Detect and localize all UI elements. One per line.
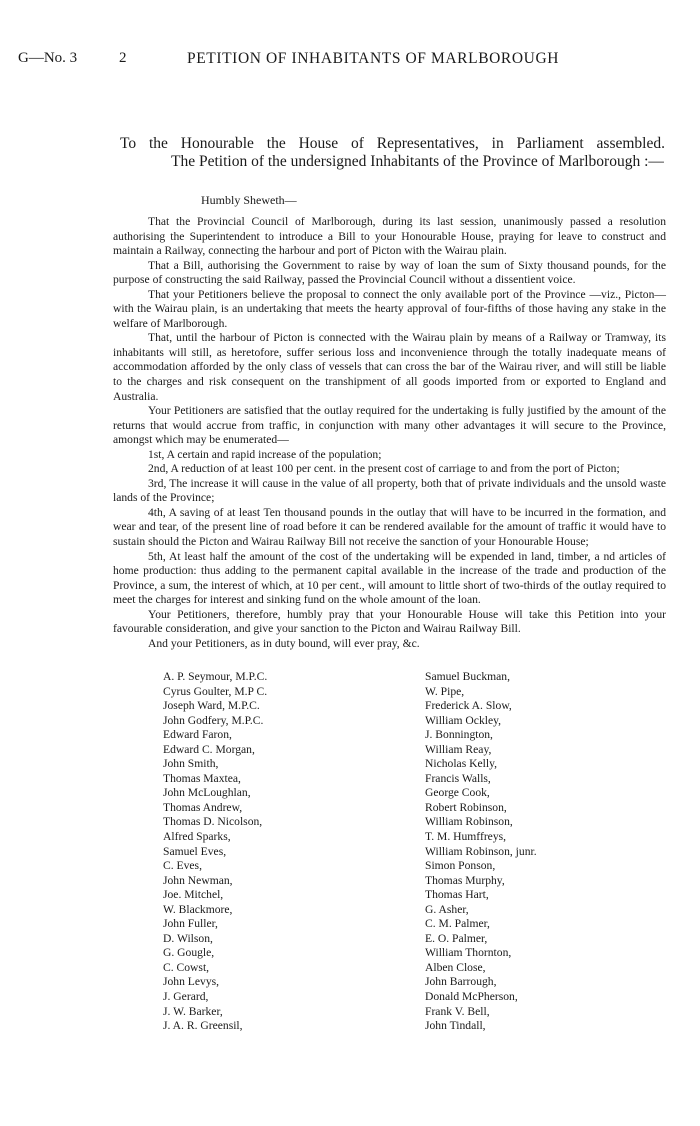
signatory-name: John Godfery, M.P.C.	[163, 713, 264, 727]
signatory-name: Robert Robinson,	[425, 800, 507, 814]
signatory-name: William Reay,	[425, 742, 492, 756]
signatory-name: W. Blackmore,	[163, 902, 233, 916]
signatory-name: Cyrus Goulter, M.P C.	[163, 684, 268, 698]
signatory-name: A. P. Seymour, M.P.C.	[163, 670, 268, 683]
signatory-name: John McLoughlan,	[163, 786, 251, 800]
enumerated-item: 1st, A certain and rapid increase of the population;	[148, 447, 382, 461]
signatory-name: C. Cowst,	[163, 960, 210, 974]
signatory-name: Thomas Hart,	[425, 888, 489, 902]
signatory-name: G. Gougle,	[163, 946, 215, 960]
signatory-name: T. M. Humffreys,	[425, 830, 507, 844]
petition-body	[113, 215, 666, 651]
signatory-name: George Cook,	[425, 786, 490, 800]
signatory-name: John Barrough,	[425, 975, 497, 989]
signatory-name: J. A. R. Greensil,	[163, 1019, 243, 1033]
page-number: 2	[119, 50, 127, 66]
signatory-name: William Ockley,	[425, 713, 502, 727]
closing-line: And your Petitioners, as in duty bound, will ever pray, &c.	[148, 636, 420, 650]
running-title: PETITION OF INHABITANTS OF MARLBOROUGH	[187, 50, 560, 67]
enumerated-item: 5th, At least half the amount of the cost of the undertaking will be expended in land, timber, a nd articles of home production: thus adding to the permanent capital available in the increase of the trade and production of the Province, a sum, the interest of which, at 10 per cent., will amount to little short of two-thirds of the outlay required to meet the charges for interest and sinking fund on the whole amount of the loan.	[113, 549, 666, 607]
signatory-name: J. Bonnington,	[425, 728, 493, 742]
signatory-name: William Thornton,	[425, 946, 512, 960]
signatories-right-column	[425, 670, 537, 1034]
signatory-name: Donald McPherson,	[425, 990, 518, 1004]
signatory-name: Joe. Mitchel,	[163, 888, 224, 902]
signatory-name: Thomas Andrew,	[163, 800, 243, 814]
enumerated-item: 3rd, The increase it will cause in the value of all property, both that of private individuals and the unsold waste lands of the Province;	[113, 476, 666, 505]
enumerated-item: 4th, A saving of at least Ten thousand pounds in the outlay that will have to be incurred in the formation, and wear and tear, of the present line of road before it can be rendered available for the amount of traffic it would have to sustain should the Picton and Wairau Railway Bill not receive the sanction of your Honourable House;	[113, 505, 666, 549]
document-reference: G—No. 3	[18, 50, 78, 66]
signatory-name: W. Pipe,	[425, 684, 465, 698]
signatory-name: John Newman,	[163, 873, 233, 887]
signatory-name: William Robinson, junr.	[425, 844, 537, 858]
prayer-paragraph: Your Petitioners, therefore, humbly pray that your Honourable House will take this Petition into your favourable consideration, and give your sanction to the Picton and Wairau Railway Bill.	[113, 607, 666, 636]
paragraph: Your Petitioners are satisfied that the outlay required for the undertaking is fully justified by the amount of the returns that would accrue from traffic, in conjunction with many other advantages it will secure to the Province, amongst which may be enumerated—	[113, 404, 666, 447]
signatory-name: J. Gerard,	[163, 990, 209, 1004]
paragraph: That the Provincial Council of Marlborough, during its last session, unanimously passed a resolution authorising the Superintendent to introduce a Bill to your Honourable House, praying for leave to construct and maintain a Railway, connecting the harbour and port of Picton with the Wairau plain.	[113, 215, 666, 258]
signatory-name: J. W. Barker,	[163, 1004, 223, 1018]
petition-address	[120, 135, 665, 171]
paragraph: That, until the harbour of Picton is connected with the Wairau plain by means of a Railway or Tramway, its inhabitants will still, as heretofore, suffer serious loss and inconvenience through the totally inadequate means of accommodation afforded by the only class of vessels that can cross the bar of the Wairau river, and will still be liable to the charges and risk consequent on the transhipment of all goods imported from or exported to England and Australia.	[113, 331, 666, 403]
signatory-name: Francis Walls,	[425, 771, 491, 785]
signatory-name: Frank V. Bell,	[425, 1004, 490, 1018]
signatory-name: Thomas D. Nicolson,	[163, 815, 263, 829]
signatory-name: Samuel Buckman,	[425, 670, 511, 683]
signatory-name: Alben Close,	[425, 960, 486, 974]
paragraph: That a Bill, authorising the Government to raise by way of loan the sum of Sixty thousand pounds, for the purpose of constructing the said Railway, passed the Provincial Council without a dissentient voice.	[113, 258, 666, 287]
signatory-name: Nicholas Kelly,	[425, 757, 498, 771]
page-header	[18, 50, 682, 72]
signatory-name: E. O. Palmer,	[425, 931, 488, 945]
enumerated-item: 2nd, A reduction of at least 100 per cent. in the present cost of carriage to and from the port of Picton;	[148, 462, 620, 476]
paragraph: That your Petitioners believe the proposal to connect the only available port of the Province —viz., Picton—with the Wairau plain, is an undertaking that meets the hearty approval of four-fifths of those having any stake in the welfare of Marlborough.	[113, 287, 666, 330]
signatory-name: Joseph Ward, M.P.C.	[163, 699, 260, 713]
signatory-name: Simon Ponson,	[425, 859, 496, 873]
signatory-name: Alfred Sparks,	[163, 830, 231, 844]
signatory-name: C. Eves,	[163, 859, 202, 873]
signatory-name: Thomas Maxtea,	[163, 771, 241, 785]
signatory-name: John Levys,	[163, 975, 220, 989]
signatory-name: William Robinson,	[425, 815, 513, 829]
signatory-name: John Fuller,	[163, 917, 218, 931]
signatory-name: Frederick A. Slow,	[425, 699, 512, 713]
signatories-left-column	[163, 670, 267, 1034]
signatory-name: Thomas Murphy,	[425, 873, 505, 887]
signatory-name: G. Asher,	[425, 902, 469, 916]
address-line: To the Honourable the House of Representatives, in Parliament assembled.	[120, 135, 665, 152]
signatory-name: D. Wilson,	[163, 931, 213, 945]
signatory-name: John Smith,	[163, 757, 219, 771]
signatory-name: John Tindall,	[425, 1019, 486, 1033]
signatory-name: C. M. Palmer,	[425, 917, 490, 931]
humbly-sheweth: Humbly Sheweth—	[201, 193, 297, 207]
signatory-name: Edward Faron,	[163, 728, 232, 742]
signatory-name: Edward C. Morgan,	[163, 742, 255, 756]
signatory-name: Samuel Eves,	[163, 844, 227, 858]
address-continuation: The Petition of the undersigned Inhabitants of the Province of Marlborough :—	[171, 153, 664, 170]
